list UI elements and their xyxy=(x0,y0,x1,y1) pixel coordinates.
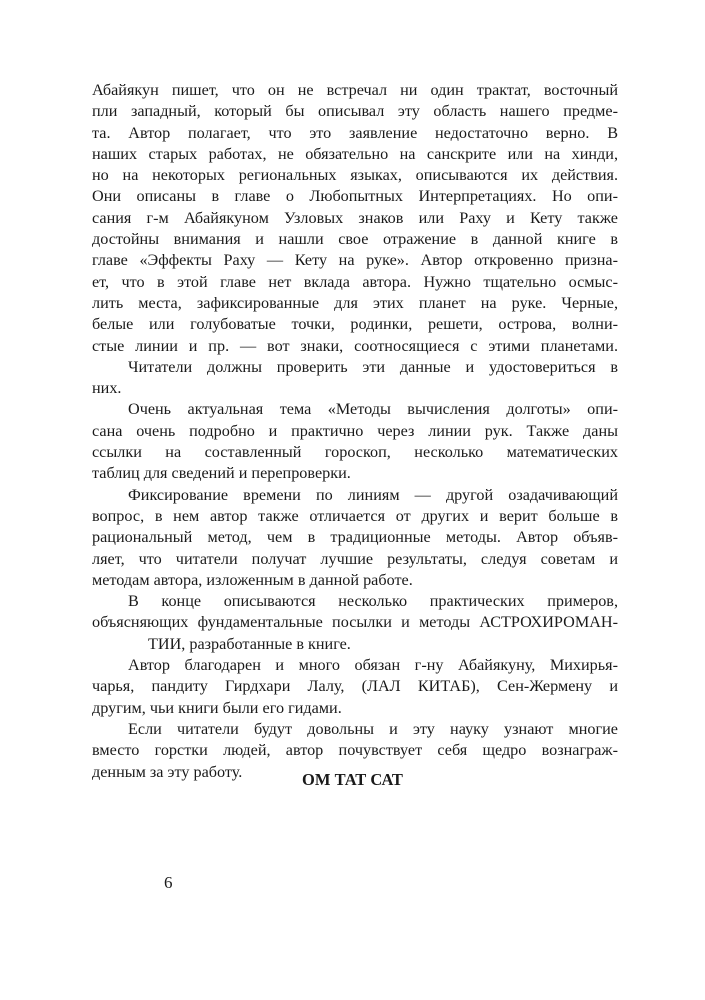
text-line: сана очень подробно и практично через линии рук. Также даны xyxy=(92,421,618,440)
text-line: Если читатели будут довольны и эту науку узнают многие xyxy=(128,719,618,738)
text-line: стые линии и пр. — вот знаки, соотносящиеся с этими планетами. xyxy=(92,336,618,355)
text-line: ляет, что читатели получат лучшие результаты, следуя советам и xyxy=(92,549,618,568)
paragraph xyxy=(92,655,618,719)
text-line: Фиксирование времени по линиям — другой озадачивающий xyxy=(128,485,618,504)
text-line: Абайякун пишет, что он не встречал ни один трактат, восточный xyxy=(92,81,618,99)
text-line: объясняющих фундаментальные посылки и методы АСТРОХИРОМАН- xyxy=(92,613,618,632)
closing-title: ОМ ТАТ САТ xyxy=(302,770,403,789)
text-line: таблиц для сведений и перепроверки. xyxy=(92,464,351,483)
text-line: пли западный, который бы описывал эту область нашего предме- xyxy=(92,102,618,121)
paragraph xyxy=(92,485,618,591)
text-line: вопрос, в нем автор также отличается от других и верит больше в xyxy=(92,506,618,525)
text-line: Автор благодарен и много обязан г-ну Абайякуну, Михирья- xyxy=(128,656,618,675)
page-number: 6 xyxy=(164,873,173,892)
text-line: лить места, зафиксированные для этих планет на руке. Черные, xyxy=(92,293,618,312)
text-line: наших старых работах, не обязательно на санскрите или на хинди, xyxy=(92,144,618,163)
paragraph xyxy=(92,591,618,655)
text-line: та. Автор полагает, что это заявление недостаточно верно. В xyxy=(92,123,618,142)
text-line: чарья, пандиту Гирдхари Лалу, (ЛАЛ КИТАБ), Сен-Жермену и xyxy=(92,677,618,696)
text-line: другим, чьи книги были его гидами. xyxy=(92,698,342,717)
paragraph xyxy=(92,357,618,400)
paragraph xyxy=(92,399,618,484)
text-line: ет, что в этой главе нет вклада автора. Нужно тщательно осмыс- xyxy=(92,272,618,291)
text-line: методам автора, изложенным в данной работе. xyxy=(92,570,413,589)
text-line: Читатели должны проверить эти данные и удостовериться в xyxy=(128,357,618,376)
text-line: денным за эту работу. xyxy=(92,762,243,781)
text-line: ссылки на составленный гороскоп, несколько математических xyxy=(92,443,618,462)
text-line: ТИИ, разработанные в книге. xyxy=(148,634,351,653)
text-line: Очень актуальная тема «Методы вычисления долготы» опи- xyxy=(128,400,618,419)
text-line: вместо горстки людей, автор почувствует себя щедро вознаграж- xyxy=(92,741,618,760)
text-line: сания г-м Абайякуном Узловых знаков или Раху и Кету также xyxy=(92,208,618,227)
text-line: главе «Эффекты Раху — Кету на руке». Автор откровенно призна- xyxy=(92,251,618,270)
text-line: белые или голубоватые точки, родинки, решети, острова, волни- xyxy=(92,315,618,334)
text-line: достойны внимания и нашли свое отражение в данной книге в xyxy=(92,230,618,249)
paragraph xyxy=(92,80,618,357)
text-line: них. xyxy=(92,379,122,398)
text-line: но на некоторых региональных языках, описываются их действия. xyxy=(92,166,618,185)
text-line: В конце описываются несколько практических примеров, xyxy=(128,592,618,611)
body-text xyxy=(92,80,618,783)
text-line: Они описаны в главе о Любопытных Интерпретациях. Но опи- xyxy=(92,187,618,206)
text-line: рациональный метод, чем в традиционные методы. Автор объяв- xyxy=(92,528,618,547)
